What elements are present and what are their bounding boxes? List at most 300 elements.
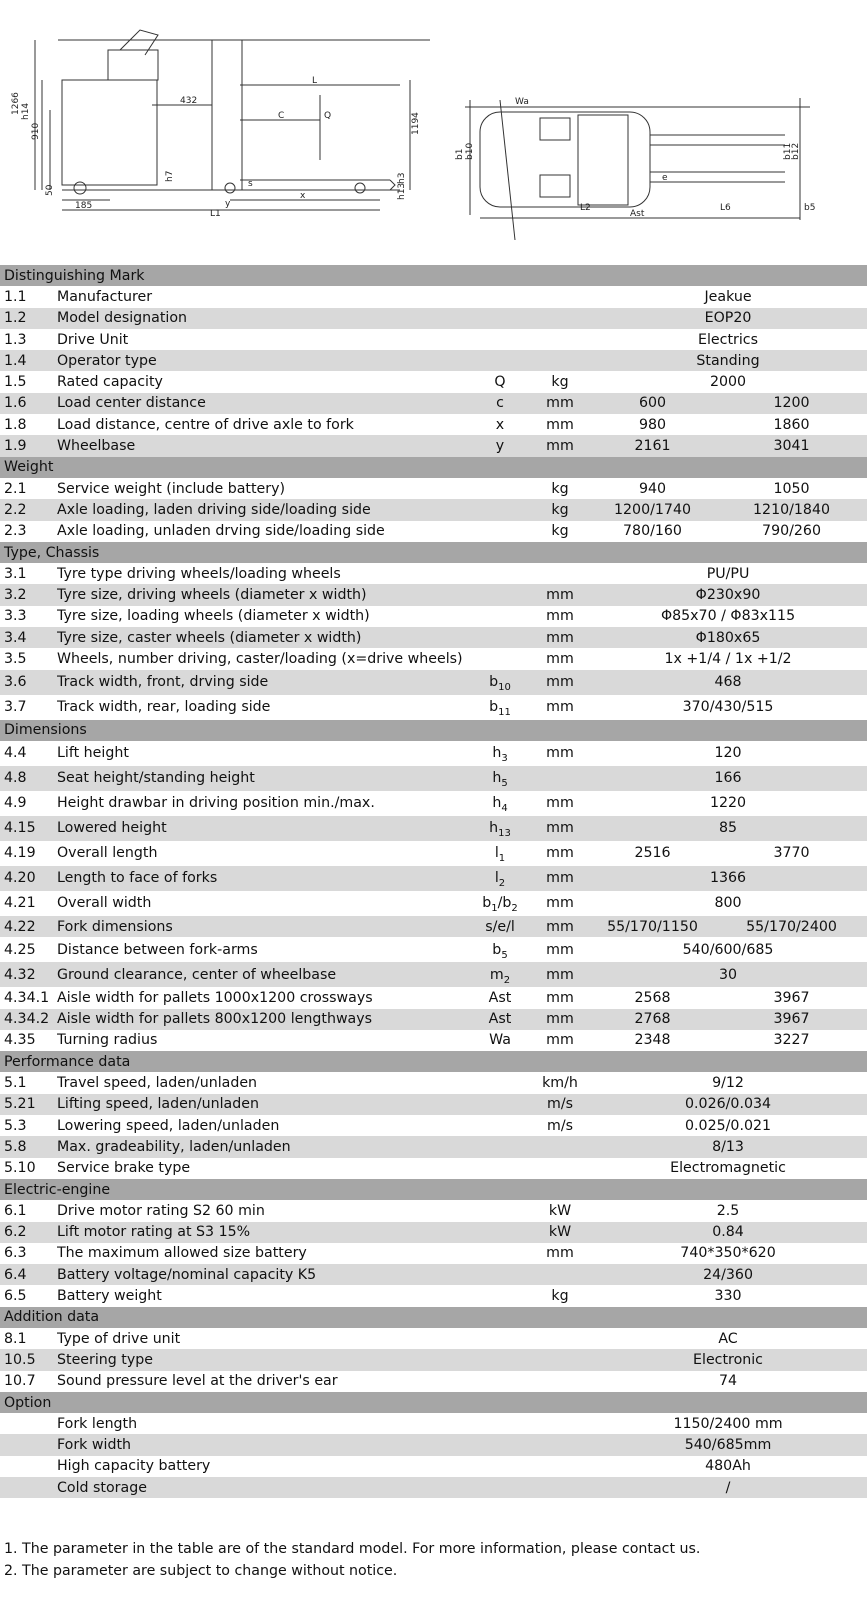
spec-number: 4.25 xyxy=(0,937,57,962)
truck-body-outline xyxy=(62,80,157,185)
spec-unit: mm xyxy=(531,866,589,891)
symbol-subscript-2: 2 xyxy=(511,903,518,915)
spec-label: High capacity battery xyxy=(57,1456,469,1477)
spec-symbol xyxy=(469,329,531,350)
spec-unit: kg xyxy=(531,499,589,520)
spec-row xyxy=(0,866,867,891)
spec-number: 4.21 xyxy=(0,891,57,916)
spec-label: Travel speed, laden/unladen xyxy=(57,1072,469,1093)
section-header xyxy=(0,265,867,286)
spec-number: 10.7 xyxy=(0,1371,57,1392)
spec-unit xyxy=(531,1158,589,1179)
spec-label: Fork length xyxy=(57,1413,469,1434)
spec-row xyxy=(0,1456,867,1477)
spec-value-long: 3967 xyxy=(716,987,867,1008)
spec-label: Drive motor rating S2 60 min xyxy=(57,1200,469,1221)
spec-row xyxy=(0,393,867,414)
spec-row xyxy=(0,1009,867,1030)
spec-number: 2.3 xyxy=(0,521,57,542)
spec-value: 120 xyxy=(589,741,867,766)
spec-label: Tyre type driving wheels/loading wheels xyxy=(57,563,469,584)
spec-unit: mm xyxy=(531,393,589,414)
spec-symbol xyxy=(469,1456,531,1477)
spec-number: 1.8 xyxy=(0,414,57,435)
spec-number: 3.1 xyxy=(0,563,57,584)
spec-row xyxy=(0,627,867,648)
spec-label: Fork dimensions xyxy=(57,916,469,937)
symbol-base: b xyxy=(492,941,502,958)
spec-value: 480Ah xyxy=(589,1456,867,1477)
spec-symbol xyxy=(469,841,531,866)
spec-value: Jeakue xyxy=(589,286,867,307)
spec-row xyxy=(0,791,867,816)
spec-value: Φ85x70 / Φ83x115 xyxy=(589,606,867,627)
spec-number: 3.6 xyxy=(0,670,57,695)
section-title: Performance data xyxy=(0,1051,867,1072)
spec-unit xyxy=(531,350,589,371)
spec-number: 1.9 xyxy=(0,435,57,456)
spec-label: Axle loading, laden driving side/loading side xyxy=(57,499,469,520)
section-title: Weight xyxy=(0,457,867,478)
symbol-base: b xyxy=(489,674,499,691)
symbol-base: m xyxy=(489,966,504,983)
spec-symbol: y xyxy=(469,435,531,456)
spec-value: 1220 xyxy=(589,791,867,816)
spec-value: Electrics xyxy=(589,329,867,350)
spec-unit xyxy=(531,329,589,350)
spec-unit: kg xyxy=(531,371,589,392)
spec-value-long: 1050 xyxy=(716,478,867,499)
spec-value: 74 xyxy=(589,1371,867,1392)
dim-910: 910 xyxy=(31,122,41,140)
spec-value: 0.84 xyxy=(589,1222,867,1243)
spec-value-long: 1200 xyxy=(716,393,867,414)
spec-symbol: Ast xyxy=(469,1009,531,1030)
spec-symbol xyxy=(469,1136,531,1157)
spec-symbol xyxy=(469,891,531,916)
spec-number: 4.15 xyxy=(0,816,57,841)
dim-y: y xyxy=(225,199,231,209)
spec-unit xyxy=(531,1477,589,1498)
dim-1194: 1194 xyxy=(411,112,421,135)
spec-label: Lift motor rating at S3 15% xyxy=(57,1222,469,1243)
dim-b11: b11 xyxy=(783,142,793,160)
section-title: Type, Chassis xyxy=(0,542,867,563)
spec-number: 2.1 xyxy=(0,478,57,499)
spec-value: 800 xyxy=(589,891,867,916)
spec-row xyxy=(0,1200,867,1221)
spec-unit xyxy=(531,1328,589,1349)
spec-symbol xyxy=(469,1285,531,1306)
spec-symbol xyxy=(469,1434,531,1455)
spec-row xyxy=(0,741,867,766)
spec-value-standard: 1200/1740 xyxy=(589,499,716,520)
dim-L2: L2 xyxy=(580,203,591,213)
spec-row xyxy=(0,1094,867,1115)
spec-number xyxy=(0,1413,57,1434)
spec-label: Service weight (include battery) xyxy=(57,478,469,499)
spec-number: 3.7 xyxy=(0,695,57,720)
dim-s: s xyxy=(248,179,253,189)
spec-unit xyxy=(531,1413,589,1434)
spec-symbol xyxy=(469,816,531,841)
spec-label: Steering type xyxy=(57,1349,469,1370)
spec-label: Lowered height xyxy=(57,816,469,841)
symbol-subscript: 2 xyxy=(503,974,511,986)
spec-symbol xyxy=(469,791,531,816)
spec-unit: mm xyxy=(531,916,589,937)
footnote-1: 1. The parameter in the table are of the standard model. For more information, please contact us. xyxy=(4,1541,701,1557)
spec-label: Model designation xyxy=(57,308,469,329)
spec-symbol xyxy=(469,499,531,520)
spec-row xyxy=(0,695,867,720)
spec-label: Lift height xyxy=(57,741,469,766)
spec-symbol: c xyxy=(469,393,531,414)
spec-number: 4.19 xyxy=(0,841,57,866)
spec-symbol xyxy=(469,962,531,987)
spec-value-standard: 600 xyxy=(589,393,716,414)
spec-value-long: 3227 xyxy=(716,1030,867,1051)
spec-row xyxy=(0,1243,867,1264)
spec-number: 4.9 xyxy=(0,791,57,816)
section-header xyxy=(0,1179,867,1200)
spec-symbol: x xyxy=(469,414,531,435)
spec-label: Battery weight xyxy=(57,1285,469,1306)
spec-unit: mm xyxy=(531,648,589,669)
spec-number: 1.1 xyxy=(0,286,57,307)
spec-row xyxy=(0,1115,867,1136)
spec-number: 4.34.2 xyxy=(0,1009,57,1030)
spec-number: 4.35 xyxy=(0,1030,57,1051)
spec-unit: mm xyxy=(531,987,589,1008)
spec-unit: mm xyxy=(531,584,589,605)
spec-row xyxy=(0,371,867,392)
spec-value: 166 xyxy=(589,766,867,791)
spec-value-long: 55/170/2400 xyxy=(716,916,867,937)
spec-symbol xyxy=(469,1371,531,1392)
dimension-drawing-svg xyxy=(0,0,867,262)
battery-grid xyxy=(578,115,628,205)
spec-value-long: 1210/1840 xyxy=(716,499,867,520)
spec-symbol xyxy=(469,606,531,627)
spec-row xyxy=(0,1072,867,1093)
spec-unit: mm xyxy=(531,891,589,916)
spec-row xyxy=(0,329,867,350)
spec-symbol xyxy=(469,478,531,499)
spec-value: 330 xyxy=(589,1285,867,1306)
spec-value: Φ230x90 xyxy=(589,584,867,605)
spec-symbol xyxy=(469,563,531,584)
spec-symbol: Wa xyxy=(469,1030,531,1051)
spec-row xyxy=(0,606,867,627)
spec-row xyxy=(0,1264,867,1285)
spec-symbol: Ast xyxy=(469,987,531,1008)
spec-row xyxy=(0,1030,867,1051)
spec-value: 2000 xyxy=(589,371,867,392)
dim-h14: h14 xyxy=(21,102,31,120)
spec-number: 5.10 xyxy=(0,1158,57,1179)
spec-row xyxy=(0,478,867,499)
spec-label: Overall width xyxy=(57,891,469,916)
spec-unit: mm xyxy=(531,414,589,435)
spec-unit: mm xyxy=(531,606,589,627)
dim-b1: b1 xyxy=(455,148,465,160)
spec-symbol xyxy=(469,521,531,542)
spec-number: 5.3 xyxy=(0,1115,57,1136)
spec-value-long: 3041 xyxy=(716,435,867,456)
spec-label: Turning radius xyxy=(57,1030,469,1051)
spec-label: Operator type xyxy=(57,350,469,371)
section-header xyxy=(0,720,867,741)
spec-unit: mm xyxy=(531,841,589,866)
spec-value: 24/360 xyxy=(589,1264,867,1285)
spec-symbol xyxy=(469,1328,531,1349)
spec-unit: mm xyxy=(531,791,589,816)
spec-value: 740*350*620 xyxy=(589,1243,867,1264)
backrest-frame xyxy=(212,40,242,190)
symbol-subscript: 5 xyxy=(501,778,508,790)
spec-value-standard: 2768 xyxy=(589,1009,716,1030)
dim-185: 185 xyxy=(75,201,93,211)
spec-row xyxy=(0,1477,867,1498)
spec-symbol xyxy=(469,308,531,329)
spec-number: 1.6 xyxy=(0,393,57,414)
spec-unit: mm xyxy=(531,1243,589,1264)
spec-value: Electronic xyxy=(589,1349,867,1370)
spec-value: Standing xyxy=(589,350,867,371)
spec-unit xyxy=(531,308,589,329)
top-view-body xyxy=(480,112,650,207)
spec-symbol xyxy=(469,695,531,720)
spec-symbol: Q xyxy=(469,371,531,392)
dim-Wa: Wa xyxy=(515,97,529,107)
spec-row xyxy=(0,816,867,841)
spec-number: 5.8 xyxy=(0,1136,57,1157)
symbol-subscript: 1 xyxy=(491,903,498,915)
spec-value-standard: 2161 xyxy=(589,435,716,456)
spec-number: 1.3 xyxy=(0,329,57,350)
spec-row xyxy=(0,435,867,456)
spec-value: 468 xyxy=(589,670,867,695)
spec-label: Fork width xyxy=(57,1434,469,1455)
dim-L1: L1 xyxy=(210,209,221,219)
spec-number: 2.2 xyxy=(0,499,57,520)
spec-unit xyxy=(531,1456,589,1477)
symbol-base: h xyxy=(492,795,502,812)
spec-unit xyxy=(531,286,589,307)
symbol-subscript: 11 xyxy=(498,706,511,718)
dim-L6: L6 xyxy=(720,203,731,213)
spec-label: Overall length xyxy=(57,841,469,866)
spec-row xyxy=(0,1158,867,1179)
section-header xyxy=(0,1392,867,1413)
spec-label: The maximum allowed size battery xyxy=(57,1243,469,1264)
spec-label: Track width, rear, loading side xyxy=(57,695,469,720)
spec-unit: mm xyxy=(531,627,589,648)
spec-symbol xyxy=(469,627,531,648)
spec-row xyxy=(0,308,867,329)
dim-e: e xyxy=(662,173,668,183)
spec-unit: mm xyxy=(531,695,589,720)
spec-symbol xyxy=(469,1072,531,1093)
spec-value: Φ180x65 xyxy=(589,627,867,648)
symbol-base: l xyxy=(494,845,499,862)
spec-number: 6.2 xyxy=(0,1222,57,1243)
spec-label: Rated capacity xyxy=(57,371,469,392)
spec-symbol xyxy=(469,670,531,695)
spec-value: 540/685mm xyxy=(589,1434,867,1455)
spec-label: Length to face of forks xyxy=(57,866,469,891)
spec-number: 4.8 xyxy=(0,766,57,791)
spec-label: Axle loading, unladen drving side/loading side xyxy=(57,521,469,542)
spec-row xyxy=(0,841,867,866)
spec-unit: mm xyxy=(531,816,589,841)
spec-number: 6.4 xyxy=(0,1264,57,1285)
spec-number: 4.34.1 xyxy=(0,987,57,1008)
spec-number: 3.3 xyxy=(0,606,57,627)
spec-number: 4.20 xyxy=(0,866,57,891)
spec-value: 1366 xyxy=(589,866,867,891)
spec-row xyxy=(0,1285,867,1306)
spec-unit: mm xyxy=(531,962,589,987)
symbol-subscript: 4 xyxy=(501,803,508,815)
spec-symbol xyxy=(469,584,531,605)
spec-symbol xyxy=(469,648,531,669)
spec-number: 1.2 xyxy=(0,308,57,329)
dim-b10: b10 xyxy=(465,142,475,160)
footnote-2: 2. The parameter are subject to change without notice. xyxy=(4,1563,398,1579)
symbol-base: h xyxy=(492,745,502,762)
section-header xyxy=(0,1307,867,1328)
spec-symbol xyxy=(469,350,531,371)
spec-unit xyxy=(531,1136,589,1157)
spec-unit xyxy=(531,1264,589,1285)
section-header xyxy=(0,457,867,478)
spec-row xyxy=(0,563,867,584)
spec-value: 2.5 xyxy=(589,1200,867,1221)
symbol-base: b xyxy=(489,699,499,716)
dim-h13: h13 xyxy=(397,182,407,200)
spec-table-body xyxy=(0,265,867,1498)
spec-symbol xyxy=(469,1349,531,1370)
spec-label: Wheelbase xyxy=(57,435,469,456)
spec-unit: m/s xyxy=(531,1094,589,1115)
section-title: Addition data xyxy=(0,1307,867,1328)
section-title: Electric-engine xyxy=(0,1179,867,1200)
symbol-base: h xyxy=(489,820,499,837)
spec-symbol: s/e/l xyxy=(469,916,531,937)
spec-symbol xyxy=(469,1200,531,1221)
spec-value-standard: 55/170/1150 xyxy=(589,916,716,937)
symbol-base: b xyxy=(482,895,492,912)
spec-table xyxy=(0,265,867,1498)
operator-console xyxy=(108,50,158,80)
spec-number: 6.3 xyxy=(0,1243,57,1264)
spec-number xyxy=(0,1477,57,1498)
spec-number: 5.1 xyxy=(0,1072,57,1093)
symbol-base: l xyxy=(494,870,499,887)
symbol-base-2: /b xyxy=(497,895,512,912)
spec-unit: mm xyxy=(531,741,589,766)
spec-number: 10.5 xyxy=(0,1349,57,1370)
spec-label: Ground clearance, center of wheelbase xyxy=(57,962,469,987)
spec-row xyxy=(0,499,867,520)
spec-number: 4.22 xyxy=(0,916,57,937)
spec-row xyxy=(0,648,867,669)
dim-b12: b12 xyxy=(791,142,801,160)
spec-value: 540/600/685 xyxy=(589,937,867,962)
spec-label: Track width, front, drving side xyxy=(57,670,469,695)
symbol-subscript: 3 xyxy=(501,753,508,765)
spec-row xyxy=(0,987,867,1008)
spec-symbol xyxy=(469,286,531,307)
spec-value-standard: 2348 xyxy=(589,1030,716,1051)
symbol-subscript: 2 xyxy=(498,878,506,890)
spec-value-long: 1860 xyxy=(716,414,867,435)
spec-row xyxy=(0,891,867,916)
spec-label: Aisle width for pallets 1000x1200 crossways xyxy=(57,987,469,1008)
spec-value-long: 3770 xyxy=(716,841,867,866)
spec-number: 3.5 xyxy=(0,648,57,669)
spec-label: Load center distance xyxy=(57,393,469,414)
dim-1266: 1266 xyxy=(11,92,21,115)
spec-number: 3.4 xyxy=(0,627,57,648)
spec-symbol xyxy=(469,1094,531,1115)
spec-unit: mm xyxy=(531,937,589,962)
spec-symbol xyxy=(469,1477,531,1498)
spec-symbol xyxy=(469,866,531,891)
spec-label: Battery voltage/nominal capacity K5 xyxy=(57,1264,469,1285)
spec-value-standard: 980 xyxy=(589,414,716,435)
spec-label: Tyre size, loading wheels (diameter x width) xyxy=(57,606,469,627)
spec-value: 0.025/0.021 xyxy=(589,1115,867,1136)
spec-label: Drive Unit xyxy=(57,329,469,350)
spec-number xyxy=(0,1456,57,1477)
spec-number: 6.1 xyxy=(0,1200,57,1221)
spec-unit: mm xyxy=(531,435,589,456)
spec-label: Max. gradeability, laden/unladen xyxy=(57,1136,469,1157)
section-header xyxy=(0,542,867,563)
spec-row xyxy=(0,1413,867,1434)
spec-value: 9/12 xyxy=(589,1072,867,1093)
spec-unit: mm xyxy=(531,1030,589,1051)
spec-value-standard: 2516 xyxy=(589,841,716,866)
spec-label: Distance between fork-arms xyxy=(57,937,469,962)
dim-Ast: Ast xyxy=(630,209,645,219)
spec-symbol xyxy=(469,937,531,962)
dim-b5: b5 xyxy=(804,203,816,213)
symbol-subscript: 10 xyxy=(498,681,511,693)
spec-value: 30 xyxy=(589,962,867,987)
spec-symbol xyxy=(469,1243,531,1264)
tiller-handle xyxy=(120,30,158,55)
spec-unit xyxy=(531,1434,589,1455)
spec-unit: kg xyxy=(531,478,589,499)
spec-label: Lifting speed, laden/unladen xyxy=(57,1094,469,1115)
spec-row xyxy=(0,916,867,937)
spec-label: Height drawbar in driving position min./max. xyxy=(57,791,469,816)
spec-number: 1.4 xyxy=(0,350,57,371)
spec-row xyxy=(0,521,867,542)
spec-label: Manufacturer xyxy=(57,286,469,307)
spec-number: 8.1 xyxy=(0,1328,57,1349)
spec-symbol xyxy=(469,1264,531,1285)
section-title: Option xyxy=(0,1392,867,1413)
spec-value-standard: 940 xyxy=(589,478,716,499)
spec-label: Tyre size, caster wheels (diameter x width) xyxy=(57,627,469,648)
spec-unit xyxy=(531,766,589,791)
spec-row xyxy=(0,1136,867,1157)
